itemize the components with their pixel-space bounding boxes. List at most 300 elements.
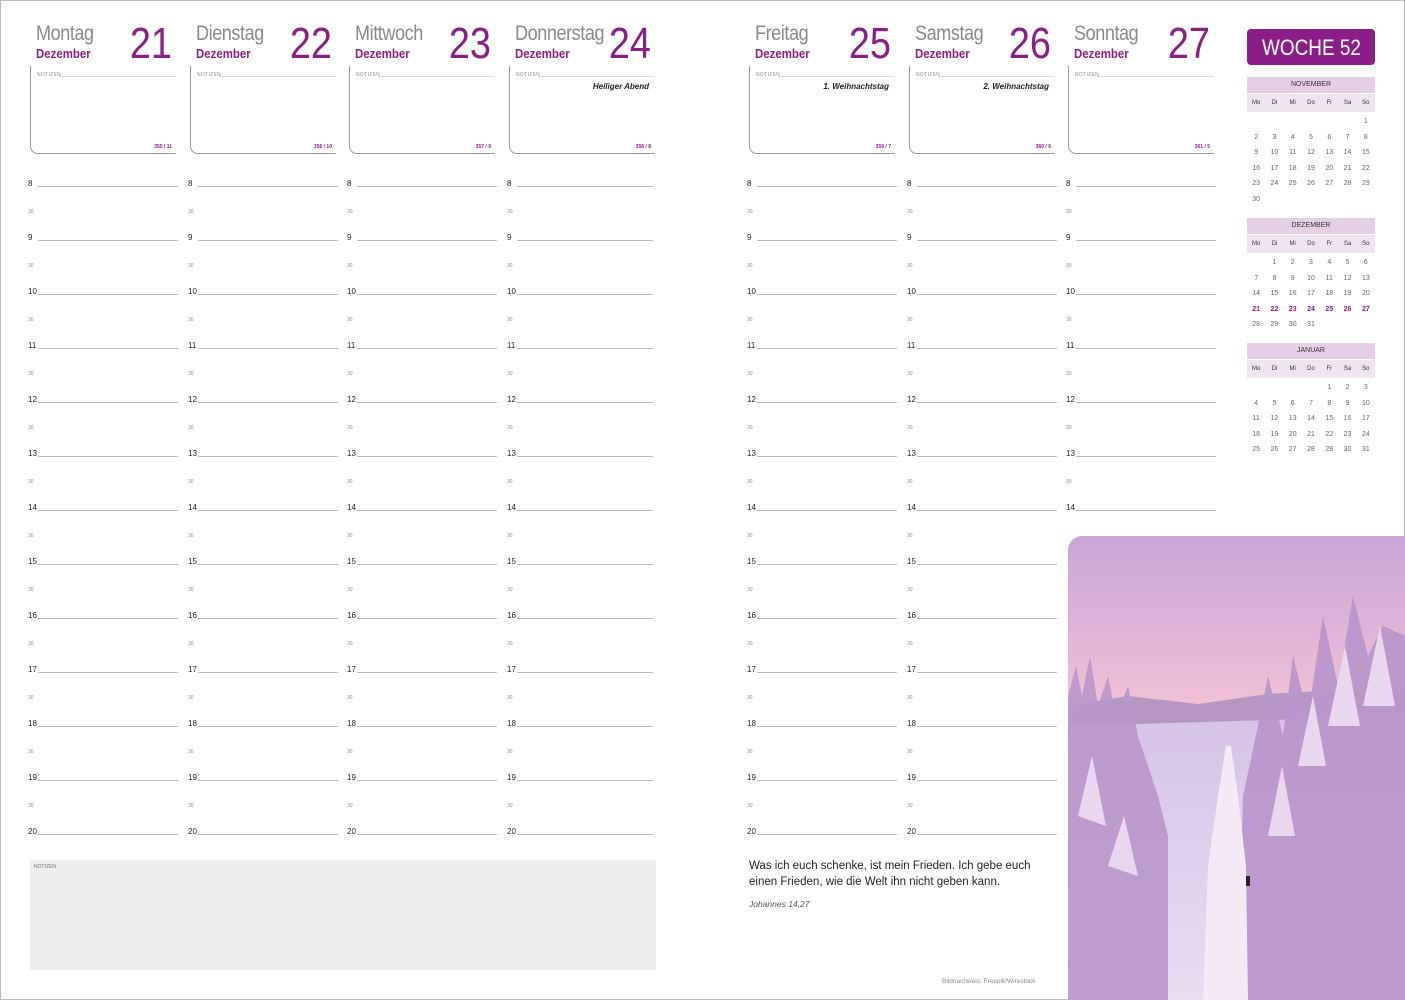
hour-row[interactable] <box>507 168 653 188</box>
half-hour-row[interactable] <box>747 789 897 809</box>
hour-row[interactable] <box>747 546 897 566</box>
hour-row[interactable] <box>907 546 1057 566</box>
hour-row[interactable] <box>28 546 178 566</box>
calendar-day[interactable]: 27 <box>1288 446 1297 454</box>
hour-row[interactable] <box>507 600 653 620</box>
calendar-day[interactable]: 4 <box>1327 259 1332 266</box>
hour-row[interactable] <box>28 276 178 296</box>
hour-row[interactable] <box>347 438 497 458</box>
hour-label: 8 <box>1066 179 1071 188</box>
hour-row[interactable] <box>1066 492 1216 512</box>
hour-row[interactable] <box>188 492 338 512</box>
half-hour-label: 30 <box>188 425 194 431</box>
half-hour-row[interactable] <box>347 465 497 485</box>
calendar-day[interactable]: 28 <box>1307 446 1315 454</box>
calendar-day[interactable]: 7 <box>1309 399 1313 407</box>
half-hour-row[interactable] <box>907 465 1057 485</box>
calendar-day[interactable]: 31 <box>1361 446 1370 454</box>
half-hour-row[interactable] <box>188 519 338 539</box>
calendar-day[interactable]: 28 <box>1343 180 1352 188</box>
hour-row[interactable] <box>507 438 653 458</box>
hour-row[interactable] <box>347 546 497 566</box>
calendar-day[interactable]: 27 <box>1325 180 1334 188</box>
half-hour-row[interactable] <box>747 573 897 593</box>
hour-label: 18 <box>507 719 516 728</box>
half-hour-row[interactable] <box>188 411 338 431</box>
half-hour-row[interactable] <box>747 627 897 647</box>
half-hour-row[interactable] <box>28 519 178 539</box>
calendar-day[interactable]: 3 <box>1272 133 1277 141</box>
hour-row[interactable] <box>28 330 178 350</box>
calendar-day[interactable]: 20 <box>1361 290 1370 298</box>
hour-row[interactable] <box>747 762 897 782</box>
calendar-day[interactable]: 4 <box>1290 133 1295 141</box>
half-hour-row[interactable] <box>28 303 178 323</box>
half-hour-row[interactable] <box>188 735 338 755</box>
half-hour-row[interactable] <box>507 573 653 593</box>
half-hour-row[interactable] <box>347 249 497 269</box>
hour-label: 16 <box>28 611 37 620</box>
hour-row[interactable] <box>907 168 1057 188</box>
half-hour-row[interactable] <box>507 195 653 215</box>
half-hour-label: 30 <box>507 533 513 539</box>
hour-row[interactable] <box>188 330 338 350</box>
calendar-day[interactable]: 19 <box>1270 430 1279 438</box>
hour-line <box>198 780 338 781</box>
calendar-day[interactable]: 29 <box>1325 446 1334 454</box>
calendar-day[interactable]: 2 <box>1345 384 1350 391</box>
hour-row[interactable] <box>28 492 178 512</box>
hour-row[interactable] <box>907 654 1057 674</box>
half-hour-row[interactable] <box>188 681 338 701</box>
hour-row[interactable] <box>188 276 338 296</box>
hour-line <box>757 402 897 403</box>
half-hour-row[interactable] <box>507 249 653 269</box>
half-hour-row[interactable] <box>347 195 497 215</box>
hour-row[interactable] <box>747 600 897 620</box>
half-hour-label: 30 <box>28 209 34 215</box>
weekday-abbr: Fr <box>1326 241 1333 247</box>
calendar-day[interactable]: 17 <box>1361 415 1370 423</box>
hour-row[interactable] <box>747 384 897 404</box>
half-hour-row[interactable] <box>507 735 653 755</box>
half-hour-row[interactable] <box>907 519 1057 539</box>
half-hour-row[interactable] <box>347 627 497 647</box>
hour-row[interactable] <box>507 816 653 836</box>
half-hour-row[interactable] <box>907 195 1057 215</box>
hour-row[interactable] <box>28 168 178 188</box>
calendar-day[interactable]: 24 <box>1307 305 1315 313</box>
hour-row[interactable] <box>347 222 497 242</box>
calendar-day[interactable]: 22 <box>1361 164 1370 172</box>
day-notes-box[interactable] <box>190 66 336 154</box>
mini-calendar-title: DEZEMBER <box>1247 218 1375 234</box>
half-hour-row[interactable] <box>347 681 497 701</box>
calendar-day[interactable]: 15 <box>1325 415 1334 423</box>
calendar-day[interactable]: 21 <box>1307 430 1315 438</box>
hour-row[interactable] <box>507 222 653 242</box>
hour-line <box>917 834 1057 835</box>
day-notes-box[interactable] <box>509 66 655 154</box>
day-notes-box[interactable] <box>1068 66 1214 154</box>
calendar-day[interactable]: 17 <box>1270 164 1279 172</box>
calendar-day[interactable]: 21 <box>1343 164 1352 172</box>
calendar-day[interactable]: 25 <box>1252 446 1261 454</box>
calendar-day[interactable]: 9 <box>1290 274 1295 282</box>
calendar-day[interactable]: 10 <box>1307 274 1315 282</box>
hour-row[interactable] <box>507 654 653 674</box>
hour-row[interactable] <box>347 276 497 296</box>
half-hour-row[interactable] <box>1066 357 1216 377</box>
calendar-day[interactable]: 18 <box>1288 164 1297 172</box>
hour-row[interactable] <box>1066 438 1216 458</box>
half-hour-row[interactable] <box>28 357 178 377</box>
calendar-day[interactable]: 19 <box>1307 164 1315 172</box>
calendar-day[interactable]: 8 <box>1272 274 1277 282</box>
hour-row[interactable] <box>188 384 338 404</box>
calendar-day[interactable]: 7 <box>1254 274 1259 282</box>
calendar-day[interactable]: 16 <box>1288 290 1297 298</box>
calendar-day[interactable]: 19 <box>1343 290 1352 298</box>
weekday-abbr: Mo <box>1251 100 1261 106</box>
hour-label: 20 <box>347 827 356 836</box>
day-count: 357 / 9 <box>475 144 491 150</box>
calendar-day[interactable]: 3 <box>1309 259 1313 266</box>
calendar-day[interactable]: 20 <box>1325 164 1334 172</box>
half-hour-row[interactable] <box>907 681 1057 701</box>
calendar-day[interactable]: 30 <box>1252 195 1261 203</box>
half-hour-row[interactable] <box>347 735 497 755</box>
half-hour-row[interactable] <box>28 573 178 593</box>
calendar-day[interactable]: 23 <box>1252 180 1261 188</box>
hour-row[interactable] <box>347 384 497 404</box>
hour-line <box>198 726 338 727</box>
half-hour-row[interactable] <box>347 411 497 431</box>
day-notes-box[interactable] <box>909 66 1055 154</box>
hour-row[interactable] <box>188 222 338 242</box>
hour-row[interactable] <box>28 222 178 242</box>
hour-row[interactable] <box>747 438 897 458</box>
hour-row[interactable] <box>1066 384 1216 404</box>
half-hour-row[interactable] <box>347 573 497 593</box>
calendar-day[interactable]: 1 <box>1327 384 1332 391</box>
half-hour-row[interactable] <box>747 519 897 539</box>
half-hour-row[interactable] <box>507 357 653 377</box>
hour-row[interactable] <box>347 816 497 836</box>
half-hour-row[interactable] <box>747 465 897 485</box>
calendar-day[interactable]: 31 <box>1307 321 1315 329</box>
day-name: Mittwoch <box>355 22 423 45</box>
calendar-day[interactable]: 24 <box>1361 430 1370 438</box>
hour-row[interactable] <box>28 816 178 836</box>
half-hour-row[interactable] <box>188 195 338 215</box>
half-hour-row[interactable] <box>907 411 1057 431</box>
calendar-day[interactable]: 27 <box>1361 305 1370 313</box>
half-hour-row[interactable] <box>28 411 178 431</box>
calendar-day[interactable]: 29 <box>1361 180 1370 188</box>
half-hour-row[interactable] <box>347 357 497 377</box>
half-hour-row[interactable] <box>188 357 338 377</box>
calendar-day[interactable]: 15 <box>1361 149 1370 157</box>
hour-row[interactable] <box>1066 168 1216 188</box>
hour-row[interactable] <box>907 600 1057 620</box>
half-hour-row[interactable] <box>1066 465 1216 485</box>
half-hour-row[interactable] <box>28 195 178 215</box>
half-hour-row[interactable] <box>28 735 178 755</box>
hour-row[interactable] <box>28 438 178 458</box>
half-hour-row[interactable] <box>347 303 497 323</box>
day-number: 24 <box>608 19 651 68</box>
half-hour-label: 30 <box>28 371 34 377</box>
half-hour-row[interactable] <box>507 411 653 431</box>
calendar-day[interactable]: 13 <box>1361 274 1370 282</box>
hour-row[interactable] <box>347 708 497 728</box>
calendar-day[interactable]: 10 <box>1361 399 1370 407</box>
half-hour-row[interactable] <box>907 735 1057 755</box>
calendar-day[interactable]: 6 <box>1290 399 1295 407</box>
hour-row[interactable] <box>28 762 178 782</box>
calendar-day[interactable]: 5 <box>1309 133 1313 141</box>
day-notes-box[interactable] <box>30 66 176 154</box>
calendar-day[interactable]: 1 <box>1363 118 1368 125</box>
half-hour-row[interactable] <box>907 249 1057 269</box>
hour-row[interactable] <box>747 708 897 728</box>
hour-row[interactable] <box>507 546 653 566</box>
half-hour-row[interactable] <box>907 789 1057 809</box>
half-hour-row[interactable] <box>747 411 897 431</box>
hour-row[interactable] <box>747 222 897 242</box>
hour-row[interactable] <box>507 384 653 404</box>
half-hour-row[interactable] <box>1066 303 1216 323</box>
calendar-day[interactable]: 12 <box>1270 415 1279 423</box>
calendar-day[interactable]: 8 <box>1327 399 1332 407</box>
calendar-day[interactable]: 11 <box>1289 149 1297 157</box>
hour-row[interactable] <box>188 546 338 566</box>
calendar-day[interactable]: 23 <box>1288 305 1297 313</box>
calendar-day[interactable]: 9 <box>1254 149 1259 157</box>
half-hour-row[interactable] <box>28 627 178 647</box>
half-hour-label: 30 <box>507 371 513 377</box>
hour-row[interactable] <box>28 654 178 674</box>
calendar-day[interactable]: 20 <box>1288 430 1297 438</box>
hour-row[interactable] <box>907 492 1057 512</box>
hour-row[interactable] <box>507 276 653 296</box>
day-notes-box[interactable] <box>349 66 495 154</box>
half-hour-row[interactable] <box>1066 411 1216 431</box>
day-notes-box[interactable] <box>749 66 895 154</box>
weekday-abbr: So <box>1362 241 1370 247</box>
calendar-day[interactable]: 28 <box>1252 321 1261 329</box>
hour-line <box>1076 294 1216 295</box>
calendar-day[interactable]: 13 <box>1325 149 1334 157</box>
hour-row[interactable] <box>347 330 497 350</box>
half-hour-row[interactable] <box>188 789 338 809</box>
calendar-day[interactable]: 2 <box>1290 259 1295 266</box>
hour-row[interactable] <box>347 762 497 782</box>
hour-label: 9 <box>347 233 352 242</box>
hour-row[interactable] <box>907 438 1057 458</box>
half-hour-label: 30 <box>507 587 513 593</box>
day-notes-label: NOTIZEN <box>516 72 541 78</box>
notes-rule <box>538 76 655 77</box>
half-hour-row[interactable] <box>747 357 897 377</box>
half-hour-label: 30 <box>507 425 513 431</box>
calendar-day[interactable]: 23 <box>1343 430 1352 438</box>
holiday-label: 2. Weihnachtstag <box>983 82 1049 91</box>
calendar-day[interactable]: 17 <box>1307 290 1315 298</box>
hour-row[interactable] <box>907 762 1057 782</box>
hour-row[interactable] <box>347 492 497 512</box>
half-hour-row[interactable] <box>188 573 338 593</box>
hour-row[interactable] <box>188 438 338 458</box>
calendar-day[interactable]: 10 <box>1270 149 1279 157</box>
hour-row[interactable] <box>747 816 897 836</box>
half-hour-row[interactable] <box>907 627 1057 647</box>
half-hour-row[interactable] <box>28 789 178 809</box>
half-hour-row[interactable] <box>907 573 1057 593</box>
hour-row[interactable] <box>188 600 338 620</box>
day-number: 21 <box>129 19 172 68</box>
calendar-day[interactable]: 14 <box>1252 290 1261 298</box>
half-hour-row[interactable] <box>747 249 897 269</box>
half-hour-row[interactable] <box>907 303 1057 323</box>
calendar-day[interactable]: 22 <box>1325 430 1334 438</box>
calendar-day[interactable]: 7 <box>1345 133 1350 141</box>
calendar-day[interactable]: 22 <box>1270 305 1279 313</box>
calendar-day[interactable]: 25 <box>1325 305 1334 313</box>
hour-row[interactable] <box>1066 276 1216 296</box>
half-hour-row[interactable] <box>1066 249 1216 269</box>
hour-row[interactable] <box>507 492 653 512</box>
hour-label: 18 <box>347 719 356 728</box>
hour-row[interactable] <box>347 654 497 674</box>
hour-line <box>917 348 1057 349</box>
hour-row[interactable] <box>507 330 653 350</box>
half-hour-row[interactable] <box>507 465 653 485</box>
half-hour-row[interactable] <box>1066 195 1216 215</box>
hour-label: 10 <box>747 287 756 296</box>
hour-row[interactable] <box>507 762 653 782</box>
hour-row[interactable] <box>907 384 1057 404</box>
calendar-day[interactable]: 3 <box>1363 384 1368 391</box>
hour-row[interactable] <box>747 654 897 674</box>
calendar-day[interactable]: 6 <box>1327 133 1332 141</box>
hour-row[interactable] <box>347 600 497 620</box>
calendar-day[interactable]: 25 <box>1288 180 1297 188</box>
hour-row[interactable] <box>747 492 897 512</box>
calendar-day[interactable]: 6 <box>1363 259 1368 266</box>
hour-row[interactable] <box>907 330 1057 350</box>
calendar-day[interactable]: 14 <box>1343 149 1352 157</box>
calendar-day[interactable]: 14 <box>1307 415 1315 423</box>
hour-row[interactable] <box>507 708 653 728</box>
weekly-notes-area[interactable] <box>30 860 656 970</box>
day-name: Freitag <box>755 22 809 45</box>
calendar-day[interactable]: 30 <box>1288 321 1297 329</box>
calendar-day[interactable]: 26 <box>1307 180 1315 188</box>
hour-row[interactable] <box>188 762 338 782</box>
hour-row[interactable] <box>347 168 497 188</box>
calendar-day[interactable]: 18 <box>1325 290 1334 298</box>
half-hour-row[interactable] <box>28 681 178 701</box>
calendar-day[interactable]: 11 <box>1252 415 1260 423</box>
hour-row[interactable] <box>1066 222 1216 242</box>
calendar-day[interactable]: 2 <box>1254 133 1259 141</box>
hour-row[interactable] <box>907 276 1057 296</box>
hour-row[interactable] <box>747 276 897 296</box>
half-hour-row[interactable] <box>507 789 653 809</box>
half-hour-row[interactable] <box>747 195 897 215</box>
calendar-day[interactable]: 8 <box>1363 133 1368 141</box>
half-hour-row[interactable] <box>507 681 653 701</box>
calendar-day[interactable]: 4 <box>1254 399 1259 407</box>
hour-row[interactable] <box>188 816 338 836</box>
calendar-day[interactable]: 29 <box>1270 321 1279 329</box>
hour-row[interactable] <box>907 816 1057 836</box>
half-hour-row[interactable] <box>747 735 897 755</box>
hour-row[interactable] <box>28 384 178 404</box>
calendar-day[interactable]: 12 <box>1343 274 1352 282</box>
calendar-day[interactable]: 1 <box>1272 259 1277 266</box>
hour-row[interactable] <box>188 168 338 188</box>
half-hour-row[interactable] <box>188 627 338 647</box>
calendar-day[interactable]: 21 <box>1252 305 1261 313</box>
hour-row[interactable] <box>188 708 338 728</box>
hour-row[interactable] <box>747 168 897 188</box>
half-hour-row[interactable] <box>907 357 1057 377</box>
hour-row[interactable] <box>907 708 1057 728</box>
half-hour-row[interactable] <box>188 303 338 323</box>
calendar-day[interactable]: 26 <box>1270 446 1279 454</box>
calendar-day[interactable]: 15 <box>1270 290 1279 298</box>
hour-row[interactable] <box>188 654 338 674</box>
calendar-day[interactable]: 11 <box>1325 274 1333 282</box>
hour-row[interactable] <box>1066 330 1216 350</box>
calendar-day[interactable]: 5 <box>1272 399 1277 407</box>
hour-line <box>38 834 178 835</box>
calendar-day[interactable]: 16 <box>1343 415 1352 423</box>
half-hour-row[interactable] <box>507 627 653 647</box>
half-hour-row[interactable] <box>507 519 653 539</box>
calendar-day[interactable]: 12 <box>1307 149 1315 157</box>
day-month: Dezember <box>515 46 570 61</box>
calendar-day[interactable]: 30 <box>1343 446 1352 454</box>
half-hour-row[interactable] <box>507 303 653 323</box>
hour-row[interactable] <box>28 600 178 620</box>
half-hour-label: 30 <box>747 371 753 377</box>
half-hour-row[interactable] <box>347 519 497 539</box>
calendar-day[interactable]: 24 <box>1270 180 1279 188</box>
hour-label: 17 <box>747 665 756 674</box>
calendar-day[interactable]: 18 <box>1252 430 1261 438</box>
calendar-day[interactable]: 5 <box>1345 259 1350 266</box>
half-hour-row[interactable] <box>747 681 897 701</box>
half-hour-row[interactable] <box>747 303 897 323</box>
calendar-day[interactable]: 9 <box>1345 399 1350 407</box>
calendar-day[interactable]: 13 <box>1288 415 1297 423</box>
hour-row[interactable] <box>747 330 897 350</box>
half-hour-row[interactable] <box>28 249 178 269</box>
half-hour-row[interactable] <box>347 789 497 809</box>
half-hour-row[interactable] <box>28 465 178 485</box>
half-hour-row[interactable] <box>188 465 338 485</box>
weekday-abbr: Sa <box>1343 100 1352 106</box>
hour-row[interactable] <box>28 708 178 728</box>
calendar-day[interactable]: 26 <box>1343 305 1352 313</box>
half-hour-row[interactable] <box>188 249 338 269</box>
calendar-day[interactable]: 16 <box>1252 164 1261 172</box>
hour-row[interactable] <box>907 222 1057 242</box>
